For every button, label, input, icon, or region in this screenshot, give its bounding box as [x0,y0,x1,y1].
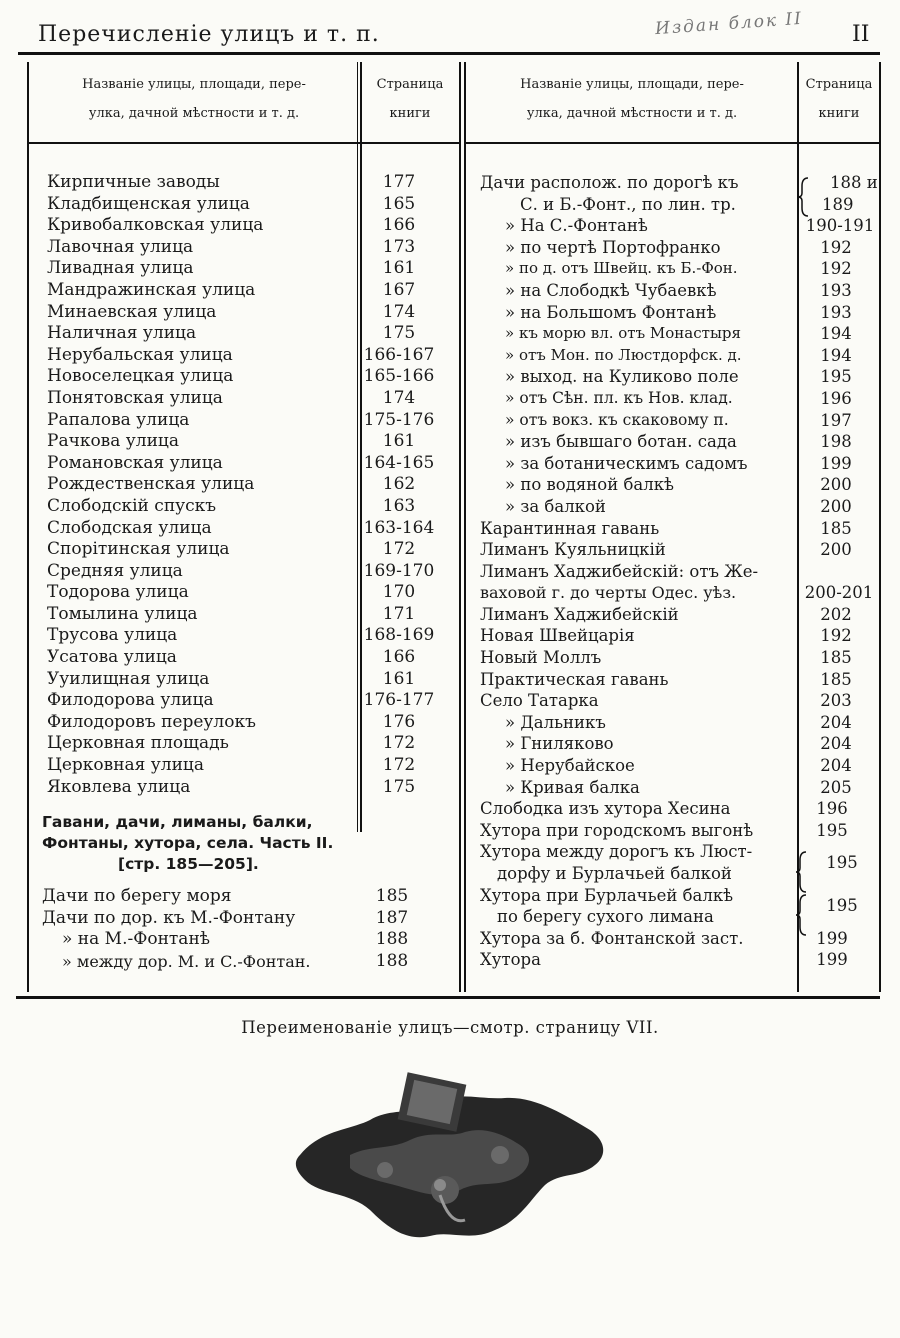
list-item [0,841,900,863]
entry-name: Нерубальская улица [47,344,233,365]
entry-name: Лиманъ Хаджибейскій [480,604,679,624]
entry-page: 187 [375,907,409,928]
entry-page: 164-165 [363,452,435,473]
entry-page: 169-170 [363,560,435,581]
entry-page: 196 [820,388,852,408]
entry-page: 185 [820,518,852,538]
entry-name: Лиманъ Хаджибейскій: отъ Же- [480,561,759,581]
entry-page: 174 [382,301,416,322]
header-line: Названіе улицы, площади, пере- [520,77,744,92]
entry-name: » Нерубайское [505,756,635,776]
entry-page: 192 [820,626,852,646]
entry-name: Кривобалковская улица [47,215,264,236]
entry-name: Рачкова улица [47,431,179,452]
list-item [0,820,900,842]
entry-page: 171 [382,603,416,624]
entry-name: Практическая гавань [480,669,669,689]
left-name-header [34,70,354,128]
right-page-header [800,70,878,128]
list-item [0,410,900,432]
entry-name: Филодоровъ переулокъ [47,711,256,732]
entry-name: Тодорова улица [47,582,189,603]
entry-name: Хутора при городскомъ выгонѣ [480,820,754,840]
entry-page: 163 [382,495,416,516]
entry-name: Трусова улица [47,625,178,646]
entry-page: 197 [820,410,852,430]
entry-page: 193 [820,280,852,300]
entry-page: 195 [816,820,848,840]
entry-page: 162 [382,474,416,495]
entry-name: » Гниляково [505,734,614,754]
entry-name: » на Слободкѣ Чубаевкѣ [505,280,717,300]
entry-name: » по д. отъ Швейц. къ Б.-Фон. [505,259,738,278]
page-title: Перечисленіе улицъ и т. п. [38,22,380,47]
list-item [0,712,900,734]
entry-page: 177 [382,172,416,192]
entry-name: Ливадная улица [47,258,194,279]
entry-name: Кладбищенская улица [47,193,250,214]
entry-page: 199 [816,928,848,948]
entry-name: Хутора за б. Фонтанской заст. [480,928,744,948]
entry-name: » на М.-Фонтанѣ [62,929,211,950]
entry-name: » къ морю вл. отъ Монастыря [505,324,741,343]
list-item [0,496,900,518]
entry-name: » На С.-Фонтанѣ [505,216,648,236]
entry-page: 190-191 [805,216,875,236]
entry-name: Церковная улица [47,755,204,776]
list-item [0,302,900,324]
entry-page: 185 [820,669,852,689]
list-item [0,194,900,216]
entry-page: 199 [820,453,852,473]
entry-page: 161 [382,668,416,689]
entry-name: Слободка изъ хутора Хесина [480,799,731,819]
list-item [0,453,900,475]
entry-name: Слободская улица [47,517,212,538]
entry-page: 176-177 [363,690,435,711]
list-item [0,777,900,799]
section-line: [стр. 185—205]. [118,855,259,873]
entry-name: » по чертѣ Портофранко [505,237,721,257]
entry-page: 193 [820,302,852,322]
entry-name: Романовская улица [47,452,223,473]
entry-page: 192 [820,237,852,257]
list-item [0,669,900,691]
entry-page: 168-169 [363,625,435,646]
entry-page: 165-166 [363,366,435,387]
brace-icon [795,893,809,937]
bottom-rule [16,996,880,999]
entry-name: » отъ вокз. къ скаковому п. [505,410,729,429]
list-item [0,625,900,647]
page-number: II [852,22,870,47]
section-line: Гавани, дачи, лиманы, балки, [42,813,313,831]
right-entry-list [0,172,900,971]
entry-name: Село Татарка [480,691,599,711]
list-item [0,928,900,950]
entry-name: дорфу и Бурлачьей балкой [497,864,732,883]
entry-page: 172 [382,539,416,560]
entry-name: Дачи располож. по дорогѣ къ [480,173,739,192]
entry-name: Усатова улица [47,647,177,668]
list-item [0,885,900,907]
header-line: книги [818,106,860,121]
entry-page: 203 [820,691,852,711]
entry-page: 198 [820,432,852,452]
entry-name: » по водяной балкѣ [505,475,674,495]
entry-page: 166 [382,215,416,236]
entry-name: Филодорова улица [47,690,214,711]
entry-name: Минаевская улица [47,301,217,322]
list-item [0,647,900,669]
left-header-rule [29,142,460,144]
entry-page: 199 [816,950,848,970]
entry-page: 192 [820,259,852,279]
entry-name: ваховой г. до черты Одес. уѣз. [480,583,737,603]
entry-page: 189 [822,194,854,214]
header-line: Страница [805,77,873,92]
entry-name: Кирпичные заводы [47,172,220,192]
entry-page: 195 [826,853,858,872]
header-line: книги [389,106,431,121]
brace-icon [797,176,811,218]
entry-name: Хутора [480,950,541,970]
entry-name: Наличная улица [47,323,197,344]
entry-name: Средняя улица [47,560,183,581]
entry-page: 195 [820,367,852,387]
list-item [0,853,900,885]
entry-name: Новый Моллъ [480,648,602,668]
entry-page: 172 [382,755,416,776]
renaming-note: Переименованіе улицъ—смотр. страницу VII. [241,1018,659,1037]
entry-name: » за ботаническимъ садомъ [505,453,748,473]
entry-page: 163-164 [363,517,435,538]
list-item [0,172,900,194]
entry-page: 194 [820,345,852,365]
list-item [0,561,900,583]
entry-page: 173 [382,236,416,257]
entry-name: Лиманъ Куяльницкій [480,540,666,560]
entry-name: С. и Б.-Фонт., по лин. тр. [520,194,736,214]
list-item [0,755,900,777]
header-line: Названіе улицы, площади, пере- [82,77,306,92]
entry-page: 185 [375,886,409,906]
top-rule [18,52,880,55]
header-line: улка, дачной мѣстности и т. д. [88,106,300,121]
archive-stamp: Издан блок II [654,8,804,40]
entry-page: 167 [382,279,416,300]
entry-page: 188 и [830,173,878,192]
entry-name: Хутора при Бурлачьей балкѣ [480,885,734,905]
list-item [0,733,900,755]
entry-name: » выход. на Куликово поле [505,367,739,387]
entry-page: 200 [820,496,852,516]
entry-page: 202 [820,604,852,624]
list-item [0,345,900,367]
entry-name: Спорітинская улица [47,539,230,560]
entry-page: 194 [820,324,852,344]
entry-name: Дачи по дор. къ М.-Фонтану [42,907,296,928]
entry-page: 200-201 [804,583,874,603]
list-item [0,388,900,410]
entry-page: 172 [382,733,416,754]
entry-name: » отъ Сѣн. пл. къ Нов. клад. [505,388,733,407]
brace-icon [795,850,809,894]
list-item [0,366,900,388]
entry-name: Церковная площадь [47,733,229,754]
entry-name: Новоселецкая улица [47,366,234,387]
entry-page: 200 [820,540,852,560]
right-header-rule [466,142,880,144]
header-line: улка, дачной мѣстности и т. д. [526,106,738,121]
entry-page: 174 [382,387,416,408]
list-item [0,582,900,604]
list-item [0,604,900,626]
entry-name: » Дальникъ [505,712,606,732]
entry-page: 175-176 [363,409,435,430]
entry-page: 195 [826,896,858,916]
entry-page: 188 [375,929,409,950]
entry-page: 166-167 [363,344,435,365]
entry-page: 200 [820,475,852,495]
entry-page: 166 [382,647,416,668]
list-item [0,431,900,453]
list-item [0,474,900,496]
entry-page: 175 [382,323,416,344]
entry-name: Мандражинская улица [47,279,256,300]
list-item [0,539,900,561]
entry-page: 196 [816,799,848,819]
entry-name: » между дор. М. и С.-Фонтан. [62,951,311,971]
entry-name: » Кривая балка [505,777,640,797]
entry-name: Новая Швейцарія [480,626,635,646]
list-item [0,280,900,302]
entry-name: Рапалова улица [47,409,190,430]
entry-page: 204 [820,734,852,754]
left-page-header [362,70,458,128]
entry-name: по берегу сухого лимана [497,907,714,927]
entry-page: 165 [382,193,416,214]
entry-name: Томылина улица [47,603,198,624]
section-line: Фонтаны, хутора, села. Часть II. [42,834,334,852]
list-item [0,215,900,237]
entry-page: 176 [382,711,416,732]
entry-name: Карантинная гавань [480,518,660,538]
list-item [0,237,900,259]
entry-page: 188 [375,950,409,971]
entry-page: 161 [382,431,416,452]
list-item [0,798,900,820]
entry-name: Рождественская улица [47,474,255,495]
entry-name: » на Большомъ Фонтанѣ [505,302,717,322]
entry-name: Хутора между дорогъ къ Люст- [480,842,753,862]
entry-name: Лавочная улица [47,236,194,257]
entry-name: » за балкой [505,496,606,516]
entry-page: 205 [820,777,852,797]
ornament-vignette-image [290,1060,610,1245]
header-line: Страница [376,77,444,92]
entry-page: 204 [820,756,852,776]
entry-page: 185 [820,648,852,668]
entry-name: Яковлева улица [47,776,191,797]
list-item [0,518,900,540]
entry-name: Слободскій спускъ [47,495,217,516]
right-name-header [468,70,796,128]
entry-name: » отъ Мон. по Люстдорфск. д. [505,345,742,364]
list-item [0,690,900,712]
entry-page: 161 [382,258,416,279]
list-item [0,258,900,280]
list-item [0,323,900,345]
entry-page: 204 [820,712,852,732]
entry-page: 175 [382,776,416,797]
list-item [0,949,900,971]
entry-name: Ууилищная улица [47,668,210,689]
entry-page: 170 [382,582,416,603]
entry-name: Понятовская улица [47,387,223,408]
entry-name: Дачи по берегу моря [42,886,232,906]
entry-name: » изъ бывшаго ботан. сада [505,432,737,452]
